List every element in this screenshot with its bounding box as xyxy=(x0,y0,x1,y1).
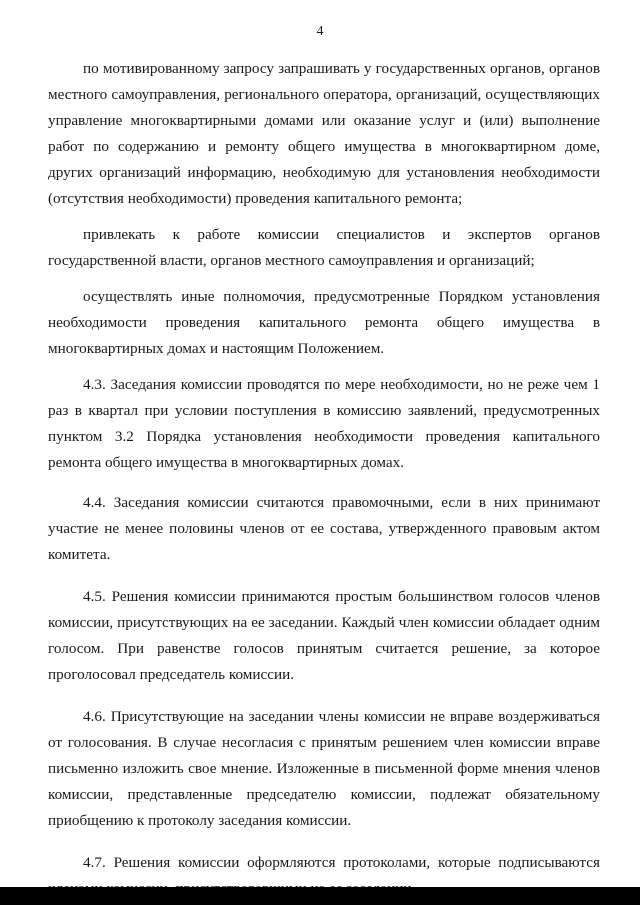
paragraph-involve-specialists: привлекать к работе комиссии специалистов и экспертов органов государственной власти, органов местного самоуправления и организаций; xyxy=(48,226,600,269)
paragraph-4-5: 4.5. Решения комиссии принимаются простым большинством голосов членов комиссии, присутствующих на ее заседании. Каждый член комиссии обладает одним голосом. При равенстве голосов принятым считается решение, за которое проголосовал председатель комиссии. xyxy=(48,588,600,683)
paragraph-other-powers: осуществлять иные полномочия, предусмотренные Порядком установления необходимости проведения капитального ремонта общего имущества в многоквартирных домах и настоящим Положением. xyxy=(48,288,600,357)
paragraph-request-information: по мотивированному запросу запрашивать у государственных органов, органов местного самоуправления, регионального оператора, организаций, осуществляющих управление многоквартирными домами или оказание услуг и (или) выполнение работ по содержанию и ремонту общего имущества в многоквартирном доме, других организаций информацию, необходимую для установления необходимости (отсутствия необходимости) проведения капитального ремонта; xyxy=(48,60,600,207)
document-body xyxy=(48,56,600,902)
paragraph-4-4: 4.4. Заседания комиссии считаются правомочными, если в них принимают участие не менее половины членов от ее состава, утвержденного правовым актом комитета. xyxy=(48,494,600,563)
scan-bottom-edge xyxy=(0,887,640,905)
paragraph-4-6: 4.6. Присутствующие на заседании члены комиссии не вправе воздерживаться от голосования. В случае несогласия с принятым решением член комиссии вправе письменно изложить свое мнение. Изложенные в письменной форме мнения членов комиссии, представленные председателю комиссии, подлежат обязательному приобщению к протоколу заседания комиссии. xyxy=(48,708,600,829)
paragraph-4-3: 4.3. Заседания комиссии проводятся по мере необходимости, но не реже чем 1 раз в квартал при условии поступления в комиссию заявлений, предусмотренных пунктом 3.2 Порядка установления необходимости проведения капитального ремонта общего имущества в многоквартирных домах. xyxy=(48,376,600,471)
paragraph-4-7: 4.7. Решения комиссии оформляются протоколами, которые подписываются xyxy=(83,854,600,871)
page-number: 4 xyxy=(316,24,324,39)
